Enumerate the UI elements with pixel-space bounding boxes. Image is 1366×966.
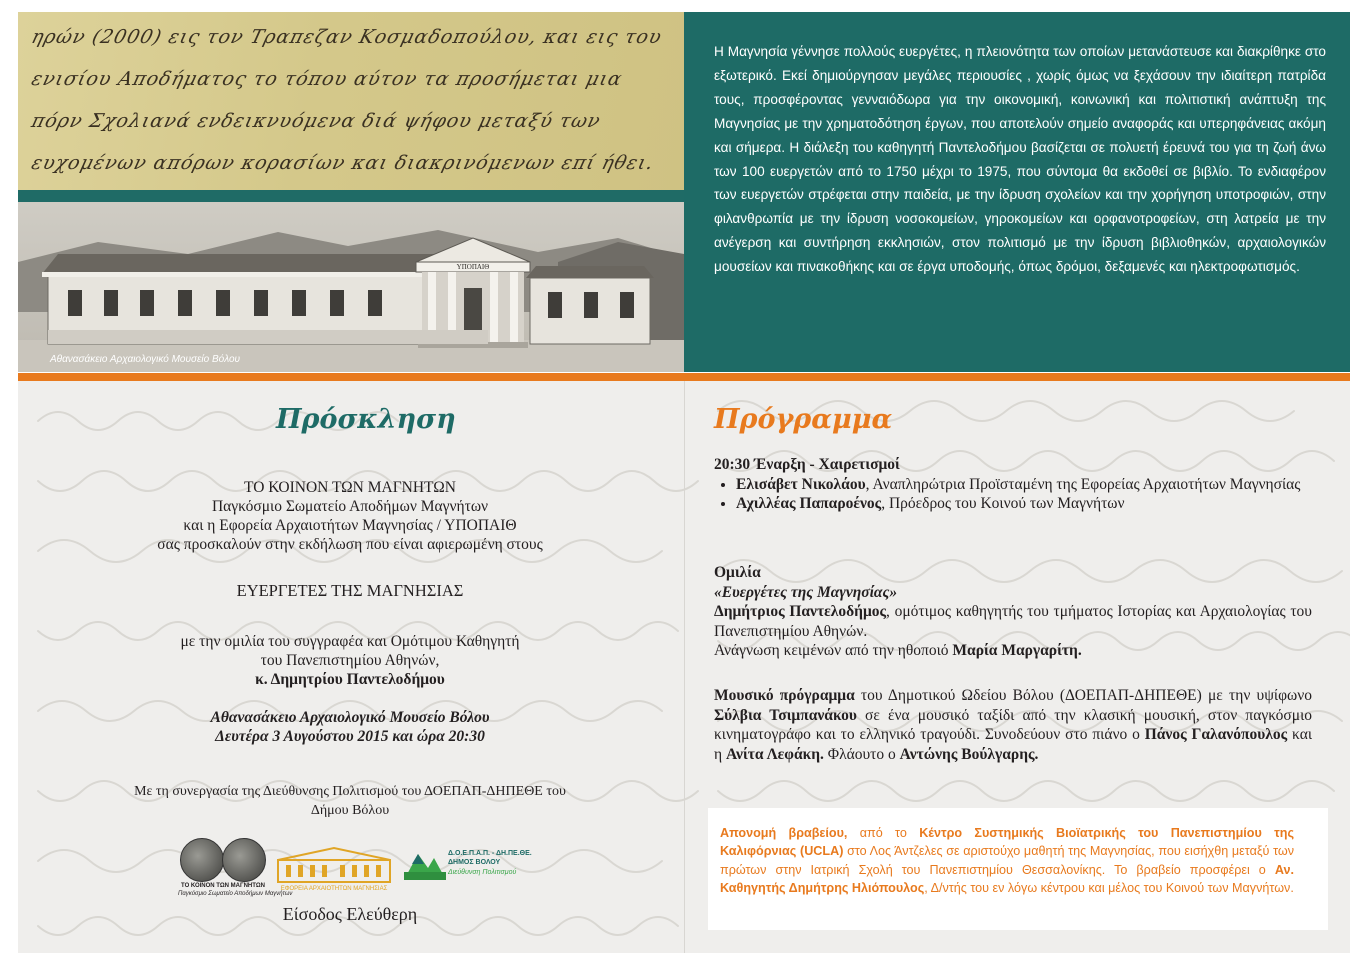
speaker-name: κ. Δημητρίου Παντελοδήμου (255, 671, 445, 688)
doepap-logo-text: ΔΗΜΟΣ ΒΟΛΟΥ (448, 859, 501, 866)
music-paragraph (714, 686, 1312, 764)
speaker-intro: με την ομιλία του συγγραφέα και Ομότιμου Καθηγητή (180, 633, 520, 650)
organizer-subtitle: Παγκόσμιο Σωματείο Αποδήμων Μαγνήτων (211, 498, 489, 515)
talk-title: «Ευεργέτες της Μαγνησίας» (714, 583, 898, 601)
handwritten-letter-image (18, 12, 684, 190)
greeter-name: Αχιλλέας Παπαροένος (736, 495, 882, 513)
museum-sign: ΥΠΟΠΑΙΘ (456, 263, 490, 271)
koinon-logo-text: ΤΟ ΚΟΙΝΟΝ ΤΩΝ ΜΑΓΝΗΤΩΝ (181, 883, 265, 889)
doepap-logo (404, 844, 554, 884)
music-text: και η (714, 726, 1313, 763)
talk-speaker: Δημήτριος Παντελοδήμος (714, 603, 887, 621)
collaboration-line: Με τη συνεργασία της Διεύθυνσης Πολιτισμού του ΔΟΕΠΑΠ-ΔΗΠΕΘΕ του (134, 784, 566, 799)
koinon-logo-subtext: Παγκόσμιο Σωματείο Αποδήμων Μαγνήτων (178, 891, 293, 897)
reading-text: Ανάγνωση κειμένων από την ηθοποιό (714, 642, 953, 660)
invite-sentence: σας προσκαλούν στην εκδήλωση που είναι αφιερωμένη στους (157, 536, 543, 553)
speaker-block (40, 632, 660, 689)
museum-building-illustration (18, 202, 684, 372)
letter-line: πόρν Σχολιανά ενδεικνυόμενα διά ψήφου μεταξύ των (29, 110, 604, 132)
award-label: Απονομή βραβείου, (720, 826, 848, 840)
talk-block (714, 563, 1312, 661)
greeter-item (736, 494, 1312, 514)
music-label: Μουσικό πρόγραμμα (714, 687, 855, 704)
venue-block (40, 708, 660, 746)
greeter-role: , Πρόεδρος του Κοινού των Μαγνήτων (881, 495, 1125, 513)
award-sponsor: Αν. Καθηγητής Δημήτρης Ηλιόπουλος (720, 862, 1294, 896)
koinon-logo (178, 836, 293, 897)
award-box (708, 808, 1328, 930)
programme-heading: Πρόγραμμα (714, 404, 893, 435)
museum-photo (18, 202, 684, 372)
music-text: Φλάουτο ο (823, 745, 900, 763)
doepap-mountain-icon (404, 846, 446, 880)
organizer-name: ΤΟ ΚΟΙΝΟΝ ΤΩΝ ΜΑΓΝΗΤΩΝ (244, 479, 456, 496)
ephorate-logo-text: ΕΦΟΡΕΙΑ ΑΡΧΑΙΟΤΗΤΩΝ ΜΑΓΝΗΣΙΑΣ (280, 886, 388, 892)
doepap-logo-text: Διεύθυνση Πολιτισμού (448, 869, 517, 876)
collaboration-line: Δήμου Βόλου (310, 803, 390, 818)
music-text: του Δημοτικού Ωδείου Βόλου (ΔΟΕΠΑΠ-ΔΗΠΕΘΕ) με την υψίφωνο (854, 687, 1312, 704)
award-text (720, 824, 1294, 898)
music-text: σε ένα μουσικό ταξίδι από την κλασική μουσική, στον παγκόσμιο κινηματογράφο και το ελληνικό τραγούδι. Συνοδεύουν στο πιάνο ο (714, 706, 1313, 744)
coin-icon (222, 838, 266, 882)
letter-line: ηρών (2000) εις τον Τραπεζαν Κοσμαδοπούλου, και εις του (29, 26, 665, 48)
event-title: ΕΥΕΡΓΕΤΕΣ ΤΗΣ ΜΑΓΝΗΣΙΑΣ (236, 581, 464, 600)
intro-panel (684, 12, 1350, 372)
award-text-part: , Δ/ντής του εν λόγω κέντρου και μέλος του Κοινού των Μαγνήτων. (924, 881, 1294, 896)
talk-label: Ομιλία (714, 564, 761, 581)
intro-text: Η Μαγνησία γέννησε πολλούς ευεργέτες, η πλειονότητα των οποίων μετανάστευσε και διακρίθηκε στο εξωτερικό. Εκεί δημιούργησαν μεγάλες περιουσίες , χωρίς όμως να ξεχάσουν την ιδιαίτερη πατρίδα τους, προσφέροντας γενναιόδωρα για την οικονομική, κοινωνική και πολιτιστική ανάπτυξη της Μαγνησίας με την χρηματοδότηση έργων, που αποτελούν σημείο αναφοράς και υπερηφάνειας ακόμη και σήμερα. Η διάλεξη του καθηγητή Παντελοδήμου βασίζεται σε πολυετή έρευνά του για τη ζωή άνω των 100 ευεργετών από το 1750 μέχρι το 1975, που σύντομα θα εκδοθεί σε βιβλίο. Το ενδιαφέρον των ευεργετών στρέφεται στην παιδεία, με την ίδρυση σχολείων και την χορήγηση υποτροφιών, στην φιλανθρωπία με την ίδρυση νοσοκομείων, γηροκομείων και ορφανοτροφείων, στη λατρεία με την ανέγερση και συντήρηση εκκλησιών, στον πολιτισμό με την ίδρυση βιβλιοθηκών, αρχαιολογικών μουσείων και πινακοθήκης και σε έργα υποδομής, όπως δρόμοι, δεξαμενές και ηλεκτροφωτισμός. (714, 44, 1326, 275)
opening-block (714, 455, 1312, 514)
venue: Αθανασάκειο Αρχαιολογικό Μουσείο Βόλου (210, 709, 490, 726)
invitation-heading: Πρόσκληση (276, 404, 456, 435)
center-fold (684, 381, 685, 953)
orange-divider (18, 373, 1350, 381)
talk-speaker-line (714, 602, 1312, 641)
co-organizer: και η Εφορεία Αρχαιοτήτων Μαγνησίας / ΥΠΟΠΑΙΘ (183, 517, 517, 534)
doepap-logo-text: Δ.Ο.Ε.Π.Α.Π. - ΔΗ.ΠΕ.ΘΕ. (448, 850, 532, 857)
teal-divider (18, 190, 684, 202)
flautist-name: Αντώνης Βούλγαρης. (899, 745, 1039, 763)
event-datetime: Δευτέρα 3 Αυγούστου 2015 και ώρα 20:30 (215, 728, 485, 745)
award-center: Κέντρο Συστημικής Βιοϊατρικής του Πανεπιστημίου της Καλιφόρνιας (UCLA) (720, 826, 1295, 859)
greeter-item (736, 475, 1312, 495)
speaker-affiliation: του Πανεπιστημίου Αθηνών, (260, 652, 440, 669)
letter-line: ευχομένων απόρων κορασίων και διακρινόμενων επί ήθει. (29, 152, 657, 174)
ephorate-logo (276, 846, 392, 894)
collaboration-note (40, 782, 660, 820)
talk-speaker-details: , ομότιμος καθηγητής του τμήματος Ιστορίας και Αρχαιολογίας του Πανεπιστημίου Αθηνών. (714, 603, 1312, 640)
pianist-name: Ανίτα Λεφάκη. (725, 745, 824, 763)
pianist-name: Πάνος Γαλανόπουλος (1144, 726, 1288, 744)
ephorate-building-icon (276, 846, 392, 886)
greeters-list (714, 475, 1312, 514)
opening-time: 20:30 Έναρξη - Χαιρετισμοί (714, 456, 900, 473)
award-text-part: από το (847, 826, 920, 840)
award-text-part: στο Λος Άντζελες σε αριστούχο μαθητή της Μαγνησίας, που εισήχθη μεταξύ των πρώτων στην Ιατρική Σχολή του Πανεπιστημίου Θεσσαλονίκης. Το βραβείο προσφέρει ο (720, 844, 1294, 877)
singer-name: Σύλβια Τσιμπανάκου (714, 706, 857, 724)
greeter-role: , Αναπληρώτρια Προϊσταμένη της Εφορείας Αρχαιοτήτων Μαγνησίας (865, 475, 1301, 493)
letter-line: ενισίου Αποδήματος το τόπου αύτον τα προσήμεται μια (29, 68, 625, 90)
actress-name: Μαρία Μαργαρίτη. (952, 642, 1082, 660)
coin-icon (180, 838, 224, 882)
greeter-name: Ελισάβετ Νικολάου (736, 475, 866, 493)
photo-caption: Αθανασάκειο Αρχαιολογικό Μουσείο Βόλου (50, 354, 241, 365)
reading-line (714, 641, 1312, 661)
organizers-block (40, 478, 660, 554)
free-entry: Είσοδος Ελεύθερη (282, 904, 418, 924)
